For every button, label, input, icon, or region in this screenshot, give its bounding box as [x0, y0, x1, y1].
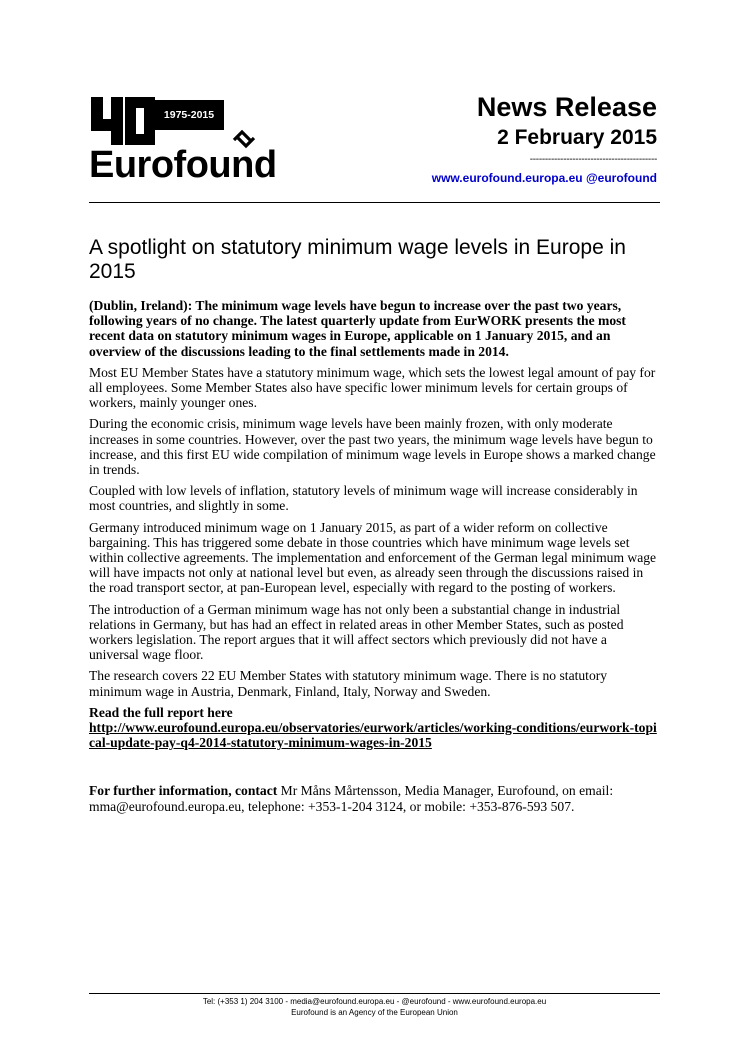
article-title: A spotlight on statutory minimum wage levels in Europe in 2015 [89, 236, 626, 283]
article-paragraph: Coupled with low levels of inflation, statutory levels of minimum wage will increase considerably in most countries, and slightly in some. [89, 483, 638, 514]
article-paragraph: The introduction of a German minimum wage has not only been a substantial change in industrial relations in Germany, but has had an effect in related areas in other Member States, such as posted workers legislation. The report argues that it will affect sectors which previously did not have a universal wage floor. [89, 601, 624, 663]
release-date: 2 February 2015 [497, 126, 657, 149]
footer-agency-line: Eurofound is an Agency of the European Union [291, 1008, 458, 1017]
header-right [432, 90, 657, 188]
contact-details: Mr Måns Mårtensson, Media Manager, Eurofound, on email: mma@eurofound.europa.eu, telephone: +353-1-204 3124, or mobile: +353-876-593 507. [89, 783, 614, 814]
logo-years-badge: 1975-2015 [154, 100, 224, 130]
contact-label: For further information, contact [89, 783, 278, 799]
article-body [89, 236, 660, 820]
logo-wordmark: Eurofound [89, 144, 277, 186]
article-paragraph: The research covers 22 EU Member States with statutory minimum wage. There is no statutory minimum wage in Austria, Denmark, Finland, Italy, Norway and Sweden. [89, 668, 608, 699]
header-web-link[interactable]: www.eurofound.europa.eu @eurofound [431, 171, 657, 185]
header-rule [89, 202, 660, 203]
article-paragraph: Germany introduced minimum wage on 1 January 2015, as part of a wider reform on collective bargaining. This has triggered some debate in those countries which have minimum wage levels set within collective agreements. The implementation and enforcement of the German legal minimum wage will have impacts not only at national level but even, as already seen through the discussions raised in the road transport sector, at pan-European level, especially with regard to the posting of workers. [89, 519, 657, 596]
logo-40-graphic [89, 97, 157, 145]
article-paragraph: Most EU Member States have a statutory minimum wage, which sets the lowest legal amount of pay for all employees. Some Member States also have specific lower minimum levels for certain groups of workers, mainly younger ones. [89, 364, 656, 411]
contact-info [89, 783, 660, 813]
article-paragraph: During the economic crisis, minimum wage levels have been mainly frozen, with only moderate increases in some countries. However, over the past two years, the minimum wage levels have begun to increase, and this first EU wide compilation of minimum wage levels in Europe shows a marked change in trends. [89, 416, 656, 478]
report-link[interactable]: http://www.eurofound.europa.eu/observatories/eurwork/articles/working-conditions/eurwork-topical-update-pay-q4-2014-statutory-minimum-wages-in-2015 [89, 720, 657, 751]
footer-contact-line: Tel: (+353 1) 204 3100 - media@eurofound.europa.eu - @eurofound - www.eurofound.europa.eu [202, 997, 547, 1006]
header-divider-dashes: ------------------------------------------ [529, 154, 657, 165]
footer [89, 996, 660, 1018]
article-lead: (Dublin, Ireland): The minimum wage levels have begun to increase over the past two years, following years of no change. The latest quarterly update from EurWORK presents the most recent data on statutory minimum wages in Europe, applicable on 1 January 2015, and an overview of the discussions leading to the final settlements made in 2014. [89, 298, 626, 359]
footer-rule [89, 993, 660, 994]
news-release-title: News Release [476, 92, 657, 122]
read-report-heading: Read the full report here [89, 704, 233, 720]
